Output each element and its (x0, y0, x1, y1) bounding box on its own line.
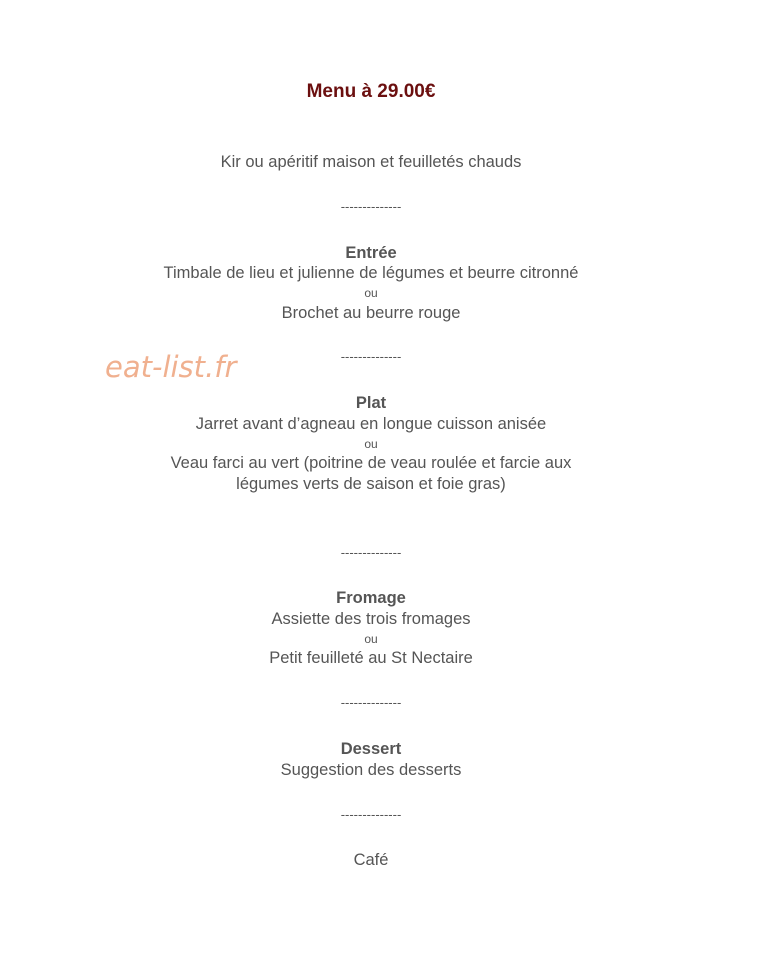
dessert-heading: Dessert (340, 740, 402, 758)
or-word: ou (364, 286, 378, 300)
separator: -------------- (340, 545, 402, 560)
aperitif-text: Kir ou apéritif maison et feuilletés chauds (220, 153, 522, 171)
separator: -------------- (340, 349, 402, 364)
cafe-text: Café (353, 851, 389, 869)
separator: -------------- (340, 807, 402, 822)
entree-option: Brochet au beurre rouge (281, 304, 461, 322)
separator: -------------- (340, 695, 402, 710)
plat-option: Veau farci au vert (poitrine de veau roulée et farcie aux (170, 454, 572, 472)
fromage-heading: Fromage (336, 589, 406, 607)
plat-option: Jarret avant d’agneau en longue cuisson anisée (195, 415, 547, 433)
separator: -------------- (340, 199, 402, 214)
entree-option: Timbale de lieu et julienne de légumes et beurre citronné (163, 264, 579, 282)
menu-title: Menu à 29.00€ (306, 81, 436, 102)
watermark-logo: eat-list.fr (105, 350, 237, 384)
plat-heading: Plat (355, 394, 387, 412)
dessert-option: Suggestion des desserts (280, 761, 462, 779)
entree-heading: Entrée (345, 244, 397, 262)
or-word: ou (364, 437, 378, 451)
fromage-option: Assiette des trois fromages (271, 610, 471, 628)
plat-option: légumes verts de saison et foie gras) (236, 475, 506, 493)
fromage-option: Petit feuilleté au St Nectaire (269, 649, 473, 667)
or-word: ou (364, 632, 378, 646)
